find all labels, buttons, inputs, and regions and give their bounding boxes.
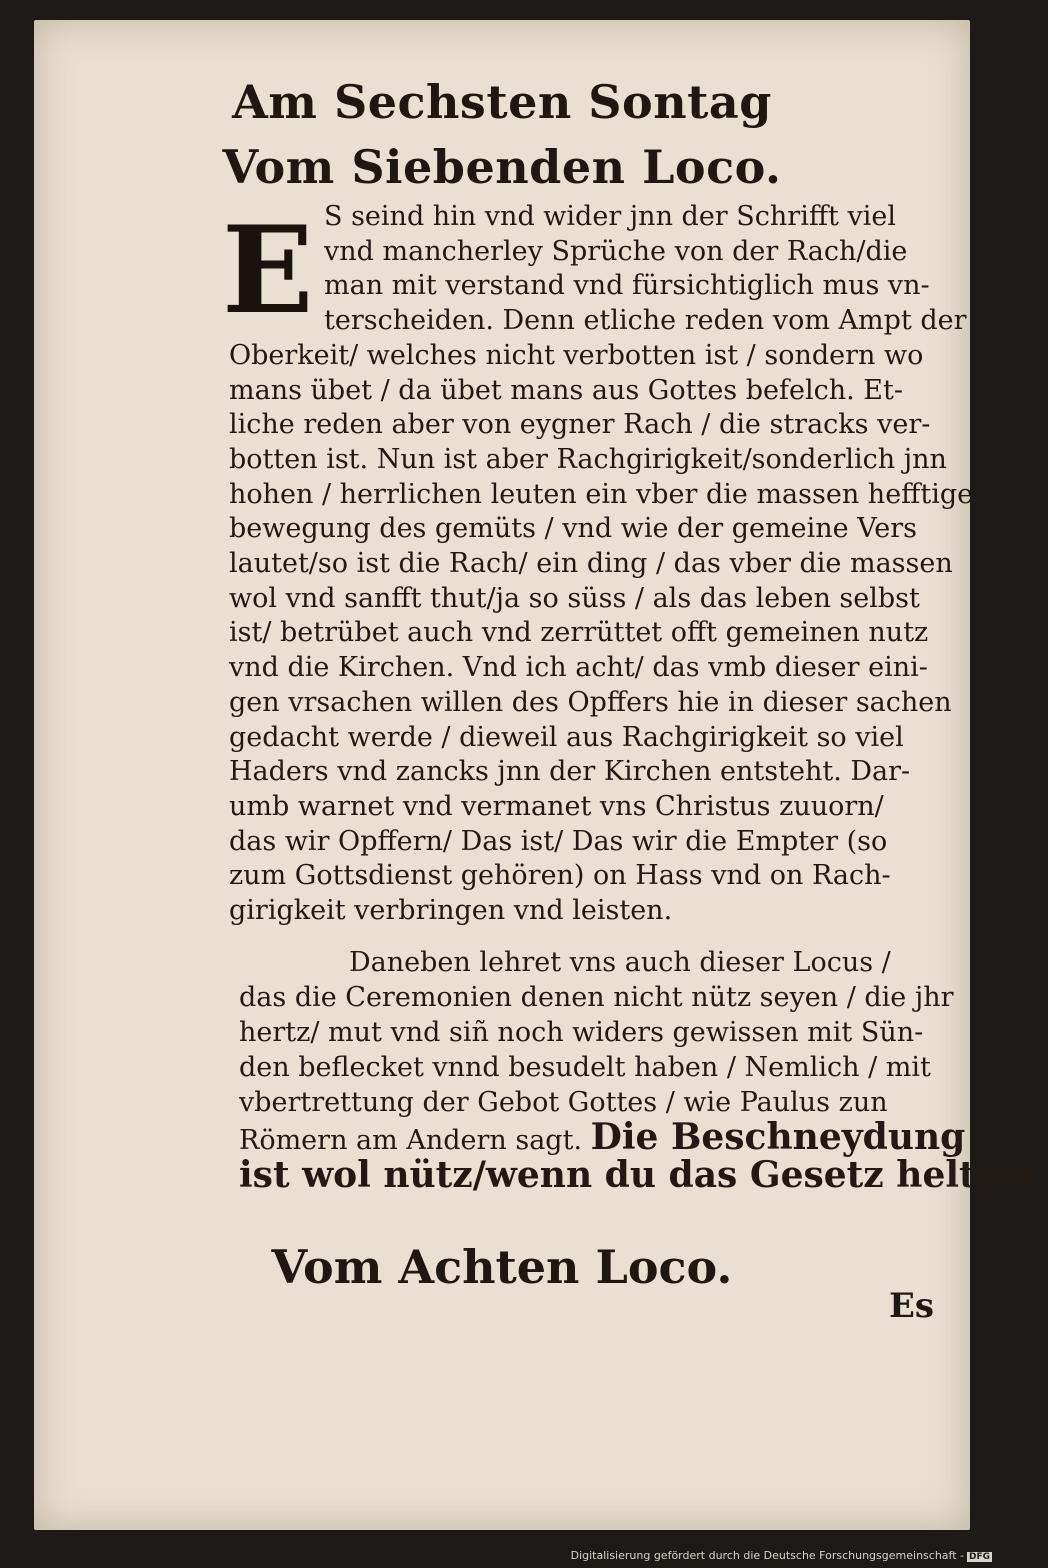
drop-cap-initial: E (222, 200, 314, 341)
text-line: vbertrettung der Gebot Gottes / wie Paulus zun (239, 1087, 888, 1118)
text-line: das wir Opffern/ Das ist/ Das wir die Empter (so (229, 825, 888, 857)
next-locus-heading: Vom Achten Loco. (271, 1240, 733, 1294)
text-line: gen vrsachen willen des Opffers hie in dieser sachen (229, 686, 952, 718)
text-line: Daneben lehret vns auch dieser Locus / (349, 947, 891, 978)
emphasized-quote: Die Beschneydung (590, 1116, 966, 1158)
paragraph-1 (229, 200, 974, 929)
text-line: vnd die Kirchen. Vnd ich acht/ das vmb dieser eini- (229, 652, 928, 684)
digitization-credit (571, 1549, 992, 1562)
text-line: terscheiden. Denn etliche reden vom Ampt der (324, 305, 967, 337)
text-line: lautet/so ist die Rach/ ein ding / das vber die massen (229, 548, 953, 580)
emphasized-quote-line: ist wol nütz/wenn du das Gesetz heltest. (239, 1154, 1048, 1196)
text-line: botten ist. Nun ist aber Rachgirigkeit/sonderlich jnn (229, 443, 947, 475)
dfg-logo: DFG (968, 1552, 990, 1562)
text-line: S seind hin vnd wider jnn der Schrifft viel (324, 201, 896, 232)
text-line: vnd mancherley Sprüche von der Rach/die (324, 235, 908, 267)
text-line: hertz/ mut vnd siñ noch widers gewissen mit Sün- (239, 1017, 924, 1048)
text-line: umb warnet vnd vermanet vns Christus zuuorn/ (229, 790, 884, 822)
text-line: mans übet / da übet mans aus Gottes befelch. Et- (229, 374, 903, 406)
text-line: bewegung des gemüts / vnd wie der gemeine Vers (229, 513, 917, 545)
text-line: ist/ betrübet auch vnd zerrüttet offt gemeinen nutz (229, 617, 929, 649)
text-line: den beflecket vnnd besudelt haben / Nemlich / mit (239, 1052, 931, 1083)
text-segment: Römern am Andern sagt. (239, 1125, 583, 1156)
text-line: wol vnd sanfft thut/ja so süss / als das leben selbst (229, 582, 920, 614)
text-line (239, 1116, 966, 1158)
paragraph-2 (239, 945, 1048, 1196)
credit-text: Digitalisierung gefördert durch die Deutsche Forschungsgemeinschaft - (570, 1549, 964, 1562)
text-line: girigkeit verbringen vnd leisten. (229, 895, 673, 927)
text-line: Oberkeit/ welches nicht verbotten ist / sondern wo (229, 339, 924, 371)
text-line: zum Gottsdienst gehören) on Hass vnd on Rach- (229, 860, 891, 892)
catchword: Es (888, 1286, 934, 1326)
text-line: Haders vnd zancks jnn der Kirchen entsteht. Dar- (229, 756, 911, 788)
section-heading: Am Sechsten Sontag (232, 75, 772, 129)
text-line: hohen / herrlichen leuten ein vber die massen hefftige (229, 478, 974, 510)
locus-heading: Vom Siebenden Loco. (222, 140, 782, 194)
text-line: gedacht werde / dieweil aus Rachgirigkeit so viel (229, 721, 904, 753)
book-page (34, 20, 1048, 1530)
text-line: liche reden aber von eygner Rach / die stracks ver- (229, 409, 931, 441)
text-line: man mit verstand vnd fürsichtiglich mus vn- (324, 270, 930, 302)
text-line: das die Ceremonien denen nicht nütz seyen / die jhr (239, 982, 954, 1013)
